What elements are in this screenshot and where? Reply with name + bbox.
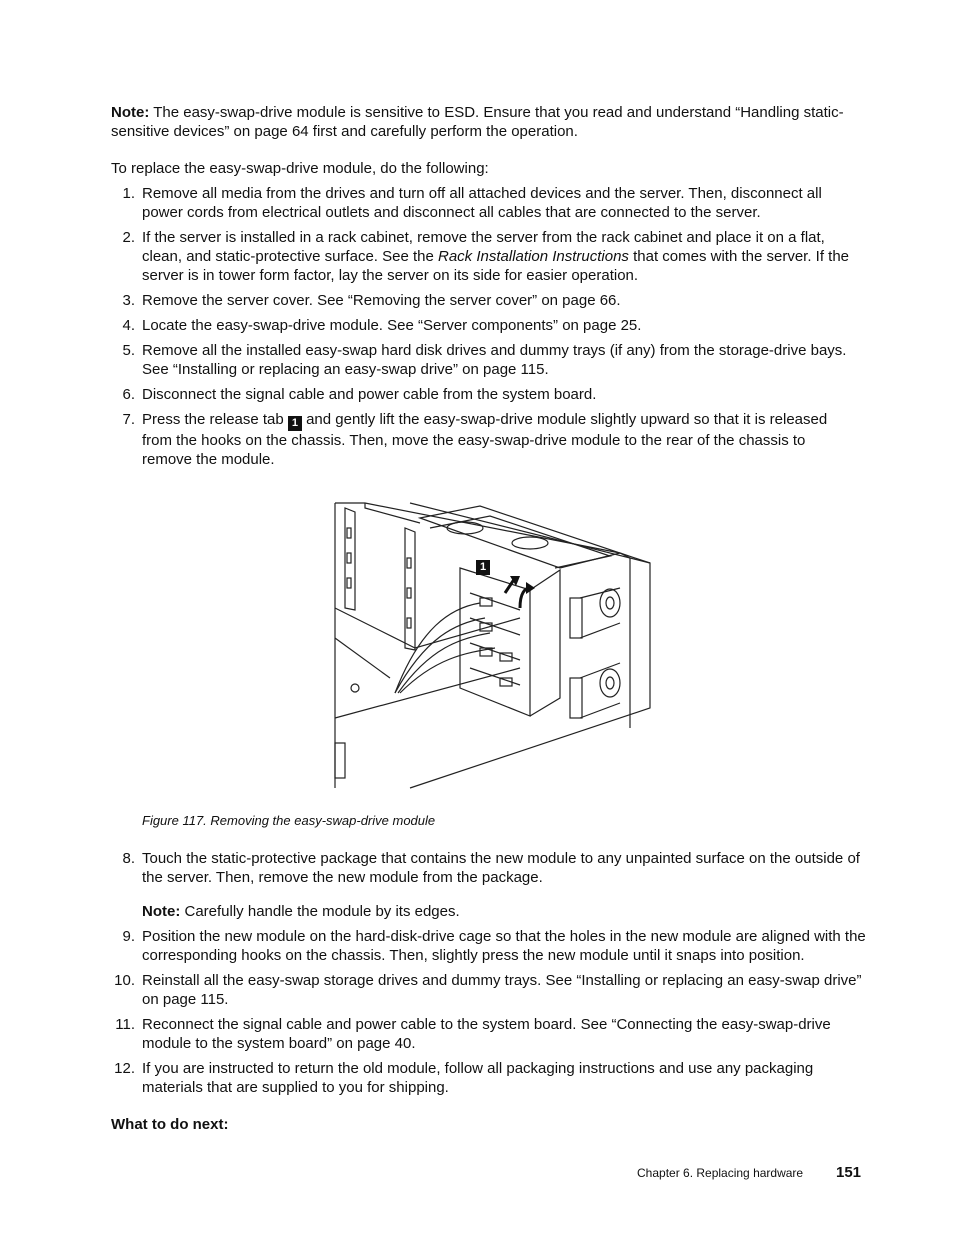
step-3 (111, 291, 866, 311)
footer-chapter: Chapter 6. Replacing hardware (637, 1166, 804, 1180)
step-number: 11. (115, 1016, 135, 1033)
step-text: If the server is installed in a rack cabinet, remove the server from the rack cabinet and place it on a flat, clean, and static-protective surface. See the Rack Installation Instructions that comes with the server. If the server is in tower form factor, lay the server on its side for easier operation. (142, 229, 850, 284)
step-number: 3. (122, 292, 135, 309)
step-8 (111, 849, 866, 889)
intro-text: To replace the easy-swap-drive module, do the following: (111, 160, 489, 177)
step-number: 5. (122, 342, 135, 359)
step-text: Reinstall all the easy-swap storage drives and dummy trays. See “Installing or replacing an easy-swap drive” on page 115. (142, 972, 862, 1008)
step-11 (111, 1015, 866, 1055)
step-7 (111, 410, 866, 468)
step-number: 2. (122, 229, 135, 246)
step-2 (111, 228, 866, 286)
note-label: Note: (142, 903, 181, 920)
step-text: Remove all the installed easy-swap hard disk drives and dummy trays (if any) from the storage-drive bays. See “Installing or replacing an easy-swap drive” on page 115. (142, 342, 847, 378)
step-number: 4. (122, 317, 135, 334)
step-number: 1. (122, 185, 135, 202)
step-number: 9. (122, 928, 135, 945)
next-heading: What to do next: (111, 1116, 229, 1133)
step-1 (111, 184, 866, 224)
note-label: Note: (111, 104, 150, 121)
step-12 (111, 1059, 866, 1099)
step-5 (111, 341, 866, 381)
step-number: 12. (114, 1060, 135, 1077)
figure-illustration (330, 498, 660, 790)
step-number: 7. (122, 411, 135, 428)
step-text: Reconnect the signal cable and power cable to the system board. See “Connecting the easy-swap-drive module to the system board” on page 40. (142, 1016, 831, 1052)
note-text: The easy-swap-drive module is sensitive to ESD. Ensure that you read and understand “Handling static-sensitive devices” on page 64 first and carefully perform the operation. (111, 104, 844, 140)
step-text: Touch the static-protective package that contains the new module to any unpainted surface on the outside of the server. Then, remove the new module from the package. (142, 850, 860, 886)
page-number: 151 (836, 1164, 862, 1181)
step-4 (111, 316, 866, 336)
figure-caption: Figure 117. Removing the easy-swap-drive module (142, 813, 436, 828)
step-text: Remove all media from the drives and turn off all attached devices and the server. Then, disconnect all power cords from electrical outlets and disconnect all cables that are connected to the server. (142, 185, 822, 221)
step-text: Locate the easy-swap-drive module. See “Server components” on page 25. (142, 317, 642, 334)
step-text: Position the new module on the hard-disk-drive cage so that the holes in the new module are aligned with the corresponding hooks on the chassis. Then, slightly press the new module until it snaps into position. (142, 928, 866, 964)
figure-callout: 1 (476, 560, 490, 575)
step-number: 6. (122, 386, 135, 403)
step-text: Press the release tab 1 and gently lift the easy-swap-drive module slightly upward so that it is released from the hooks on the chassis. Then, move the easy-swap-drive module to the rear of the chassis to remove the module. (142, 411, 828, 468)
step-8-note (142, 902, 866, 921)
step-text: Remove the server cover. See “Removing the server cover” on page 66. (142, 292, 621, 309)
note-text: Carefully handle the module by its edges. (184, 903, 460, 920)
step-10 (111, 971, 866, 1011)
step-6 (111, 385, 866, 405)
callout-badge: 1 (288, 416, 302, 431)
step-text: If you are instructed to return the old module, follow all packaging instructions and use any packaging materials that are supplied to you for shipping. (142, 1060, 814, 1096)
rack-instructions-title: Rack Installation Instructions (438, 248, 629, 265)
step-9 (111, 927, 866, 967)
step-number: 8. (122, 850, 135, 867)
note-paragraph (111, 103, 866, 141)
step-number: 10. (114, 972, 135, 989)
step-text: Disconnect the signal cable and power cable from the system board. (142, 386, 597, 403)
